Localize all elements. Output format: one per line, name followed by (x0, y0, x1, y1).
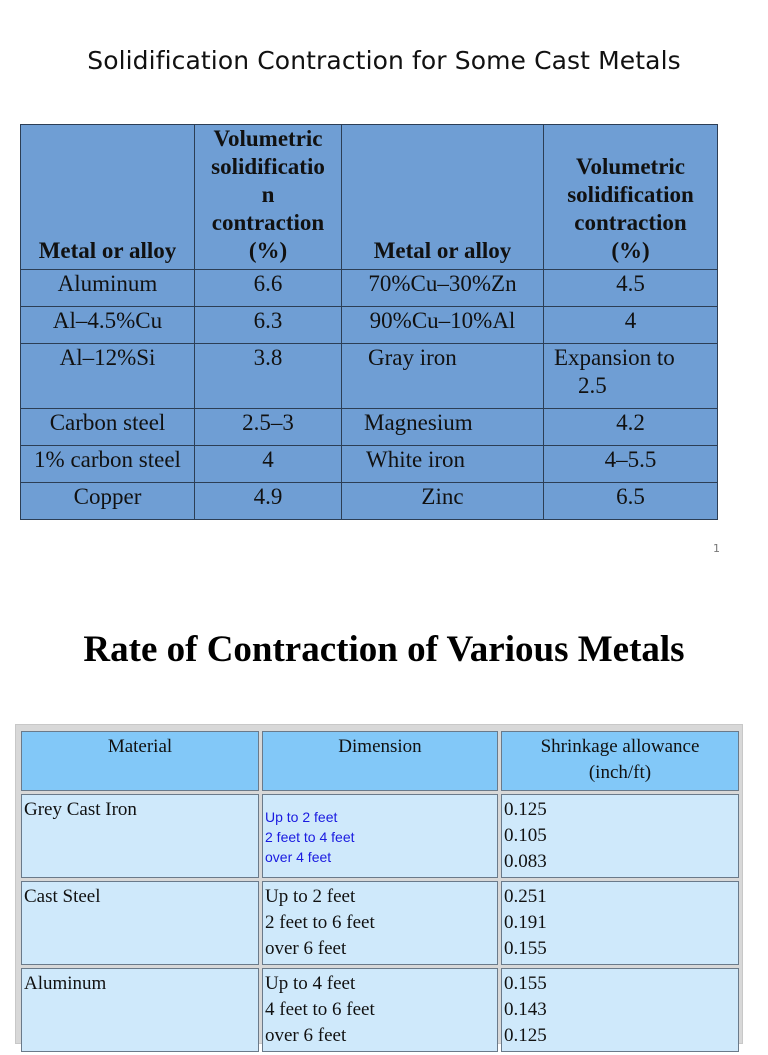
metal-cell: Gray iron (342, 344, 544, 409)
table-row (21, 881, 739, 965)
header-line: Volumetric (213, 126, 323, 151)
slide-2-title: Rate of Contraction of Various Metals (83, 629, 685, 670)
header-volumetric-contraction-2 (544, 125, 718, 270)
value-cell: 3.8 (195, 344, 342, 409)
header-line: contraction (574, 210, 687, 235)
material-cell: Cast Steel (21, 881, 259, 965)
table-row (21, 483, 718, 520)
metal-cell: Carbon steel (21, 409, 195, 446)
dimension-cell (262, 881, 498, 965)
allowance-line: 0.155 (504, 938, 547, 959)
value-cell: 6.5 (544, 483, 718, 520)
dimension-line: 2 feet to 4 feet (265, 829, 355, 845)
metal-cell: Magnesium (342, 409, 544, 446)
header-line: (inch/ft) (588, 762, 652, 783)
value-cell (544, 344, 718, 409)
table-row (21, 968, 739, 1052)
metal-cell: 1% carbon steel (21, 446, 195, 483)
allowance-cell (501, 881, 739, 965)
value-line: Expansion to (554, 345, 675, 370)
allowance-line: 0.251 (504, 886, 547, 907)
header-line: contraction (211, 210, 325, 235)
allowance-cell (501, 794, 739, 878)
metal-cell: Copper (21, 483, 195, 520)
shrinkage-table-frame (15, 724, 743, 1044)
value-cell: 4–5.5 (544, 446, 718, 483)
allowance-line: 0.143 (504, 999, 547, 1020)
allowance-line: 0.105 (504, 825, 547, 846)
allowance-line: 0.191 (504, 912, 547, 933)
metal-cell: 90%Cu–10%Al (342, 307, 544, 344)
metal-cell: Aluminum (21, 270, 195, 307)
shrinkage-table (18, 728, 742, 1055)
dimension-line: Up to 2 feet (265, 886, 356, 907)
header-material: Material (21, 731, 259, 791)
value-cell: 6.6 (195, 270, 342, 307)
table-row (21, 794, 739, 878)
value-cell: 4.9 (195, 483, 342, 520)
dimension-line: 4 feet to 6 feet (265, 999, 375, 1020)
dimension-line: 2 feet to 6 feet (265, 912, 375, 933)
allowance-line: 0.125 (504, 1025, 547, 1046)
header-shrinkage-allowance (501, 731, 739, 791)
table-header-row (21, 731, 739, 791)
value-cell: 2.5–3 (195, 409, 342, 446)
metal-cell: Zinc (342, 483, 544, 520)
dimension-line: Up to 4 feet (265, 973, 356, 994)
metal-cell: 70%Cu–30%Zn (342, 270, 544, 307)
table-row (21, 270, 718, 307)
table-row (21, 409, 718, 446)
solidification-table (20, 124, 718, 520)
header-line: (%) (248, 238, 288, 263)
header-volumetric-contraction-1 (195, 125, 342, 270)
dimension-line: over 4 feet (265, 849, 332, 865)
page-number: 1 (713, 542, 720, 555)
slide-1-title: Solidification Contraction for Some Cast Metals (87, 46, 681, 75)
allowance-line: 0.083 (504, 851, 547, 872)
header-line: solidificatio (211, 154, 325, 179)
header-metal-or-alloy-2: Metal or alloy (342, 125, 544, 270)
header-line: Volumetric (575, 154, 685, 179)
metal-cell: Al–4.5%Cu (21, 307, 195, 344)
dimension-cell (262, 968, 498, 1052)
metal-cell: Al–12%Si (21, 344, 195, 409)
value-cell: 4.5 (544, 270, 718, 307)
value-cell: 6.3 (195, 307, 342, 344)
value-cell: 4.2 (544, 409, 718, 446)
allowance-line: 0.155 (504, 973, 547, 994)
header-metal-or-alloy-1: Metal or alloy (21, 125, 195, 270)
value-cell: 4 (195, 446, 342, 483)
header-line: (%) (611, 238, 650, 263)
value-line: 2.5 (578, 373, 607, 398)
metal-cell: White iron (342, 446, 544, 483)
material-cell: Aluminum (21, 968, 259, 1052)
header-line: Shrinkage allowance (540, 736, 700, 757)
dimension-line: over 6 feet (265, 1025, 347, 1046)
value-cell: 4 (544, 307, 718, 344)
header-dimension: Dimension (262, 731, 498, 791)
table-row (21, 307, 718, 344)
dimension-cell (262, 794, 498, 878)
table-row (21, 446, 718, 483)
table-header-row (21, 125, 718, 270)
header-line: n (261, 182, 275, 207)
allowance-line: 0.125 (504, 799, 547, 820)
allowance-cell (501, 968, 739, 1052)
table-row (21, 344, 718, 409)
header-line: solidification (567, 182, 694, 207)
material-cell: Grey Cast Iron (21, 794, 259, 878)
dimension-line: Up to 2 feet (265, 809, 338, 825)
dimension-line: over 6 feet (265, 938, 347, 959)
dimension-list (265, 797, 495, 867)
